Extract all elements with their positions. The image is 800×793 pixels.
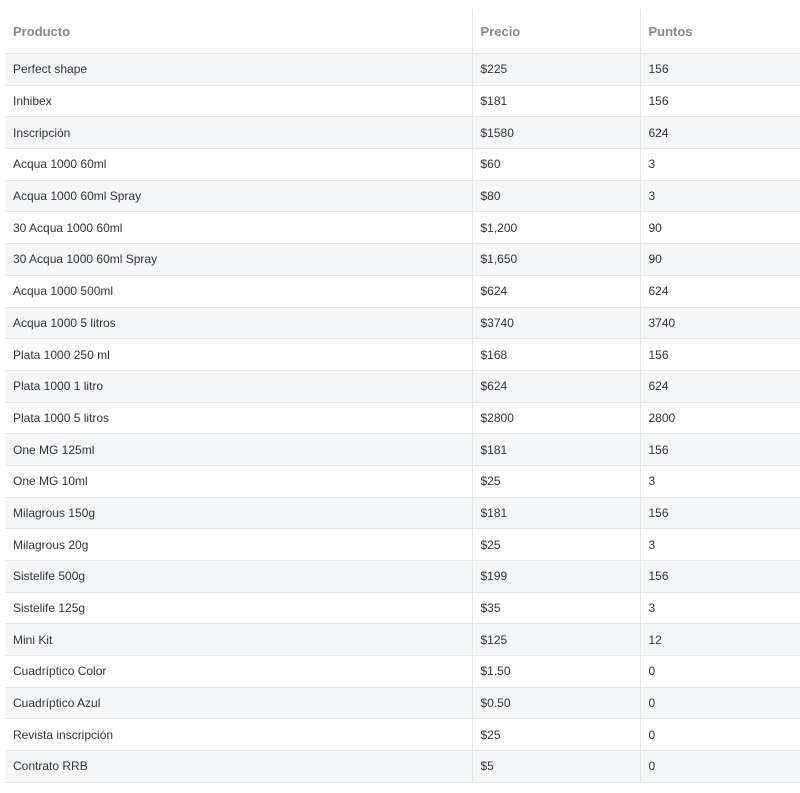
- product-name-cell: Cuadríptico Azul: [5, 687, 472, 719]
- price-cell: $125: [472, 624, 640, 656]
- product-name-cell: Acqua 1000 60ml Spray: [5, 180, 472, 212]
- points-cell: 156: [640, 497, 800, 529]
- price-cell: $624: [472, 275, 640, 307]
- table-row: [5, 434, 800, 466]
- points-cell: 12: [640, 624, 800, 656]
- table-row: [5, 54, 800, 86]
- points-cell: 156: [640, 54, 800, 86]
- table-row: [5, 529, 800, 561]
- points-cell: 156: [640, 339, 800, 371]
- column-header-puntos: Puntos: [640, 9, 800, 54]
- table-row: [5, 370, 800, 402]
- points-cell: 624: [640, 117, 800, 149]
- product-name-cell: Cuadríptico Color: [5, 656, 472, 688]
- product-name-cell: One MG 10ml: [5, 465, 472, 497]
- product-table: [5, 9, 800, 783]
- price-cell: $25: [472, 465, 640, 497]
- price-cell: $5: [472, 751, 640, 783]
- price-cell: $25: [472, 529, 640, 561]
- table-row: [5, 117, 800, 149]
- price-cell: $60: [472, 149, 640, 181]
- table-row: [5, 751, 800, 783]
- table-row: [5, 180, 800, 212]
- column-header-producto: Producto: [5, 9, 472, 54]
- product-name-cell: One MG 125ml: [5, 434, 472, 466]
- price-cell: $624: [472, 370, 640, 402]
- points-cell: 156: [640, 561, 800, 593]
- product-name-cell: Sistelife 500g: [5, 561, 472, 593]
- product-name-cell: Milagrous 150g: [5, 497, 472, 529]
- product-table-container: [5, 9, 800, 783]
- points-cell: 3: [640, 592, 800, 624]
- product-name-cell: Plata 1000 5 litros: [5, 402, 472, 434]
- points-cell: 2800: [640, 402, 800, 434]
- price-cell: $1,650: [472, 244, 640, 276]
- points-cell: 90: [640, 212, 800, 244]
- points-cell: 156: [640, 85, 800, 117]
- table-body: [5, 54, 800, 783]
- points-cell: 90: [640, 244, 800, 276]
- table-row: [5, 275, 800, 307]
- table-row: [5, 149, 800, 181]
- product-name-cell: Acqua 1000 60ml: [5, 149, 472, 181]
- price-cell: $181: [472, 85, 640, 117]
- points-cell: 0: [640, 719, 800, 751]
- product-name-cell: Plata 1000 1 litro: [5, 370, 472, 402]
- points-cell: 156: [640, 434, 800, 466]
- price-cell: $168: [472, 339, 640, 371]
- product-name-cell: 30 Acqua 1000 60ml: [5, 212, 472, 244]
- points-cell: 0: [640, 656, 800, 688]
- product-name-cell: Inscripción: [5, 117, 472, 149]
- price-cell: $1,200: [472, 212, 640, 244]
- product-name-cell: Acqua 1000 500ml: [5, 275, 472, 307]
- table-row: [5, 719, 800, 751]
- price-cell: $3740: [472, 307, 640, 339]
- product-name-cell: Revista inscripción: [5, 719, 472, 751]
- points-cell: 3740: [640, 307, 800, 339]
- product-name-cell: Sistelife 125g: [5, 592, 472, 624]
- table-row: [5, 402, 800, 434]
- table-row: [5, 212, 800, 244]
- table-row: [5, 85, 800, 117]
- product-name-cell: 30 Acqua 1000 60ml Spray: [5, 244, 472, 276]
- price-cell: $225: [472, 54, 640, 86]
- price-cell: $35: [472, 592, 640, 624]
- price-cell: $25: [472, 719, 640, 751]
- table-row: [5, 307, 800, 339]
- table-row: [5, 497, 800, 529]
- points-cell: 3: [640, 529, 800, 561]
- price-cell: $0.50: [472, 687, 640, 719]
- price-cell: $181: [472, 434, 640, 466]
- points-cell: 3: [640, 149, 800, 181]
- points-cell: 624: [640, 275, 800, 307]
- table-row: [5, 592, 800, 624]
- product-name-cell: Mini Kit: [5, 624, 472, 656]
- price-cell: $2800: [472, 402, 640, 434]
- product-name-cell: Inhibex: [5, 85, 472, 117]
- table-row: [5, 656, 800, 688]
- price-cell: $181: [472, 497, 640, 529]
- price-cell: $80: [472, 180, 640, 212]
- points-cell: 624: [640, 370, 800, 402]
- table-row: [5, 339, 800, 371]
- product-name-cell: Contrato RRB: [5, 751, 472, 783]
- table-row: [5, 465, 800, 497]
- points-cell: 0: [640, 751, 800, 783]
- table-header: [5, 9, 800, 54]
- header-row: [5, 9, 800, 54]
- product-name-cell: Acqua 1000 5 litros: [5, 307, 472, 339]
- price-cell: $1580: [472, 117, 640, 149]
- points-cell: 3: [640, 180, 800, 212]
- table-row: [5, 244, 800, 276]
- points-cell: 0: [640, 687, 800, 719]
- table-row: [5, 687, 800, 719]
- points-cell: 3: [640, 465, 800, 497]
- price-cell: $199: [472, 561, 640, 593]
- table-row: [5, 561, 800, 593]
- product-name-cell: Perfect shape: [5, 54, 472, 86]
- product-name-cell: Plata 1000 250 ml: [5, 339, 472, 371]
- product-name-cell: Milagrous 20g: [5, 529, 472, 561]
- column-header-precio: Precio: [472, 9, 640, 54]
- table-row: [5, 624, 800, 656]
- price-cell: $1.50: [472, 656, 640, 688]
